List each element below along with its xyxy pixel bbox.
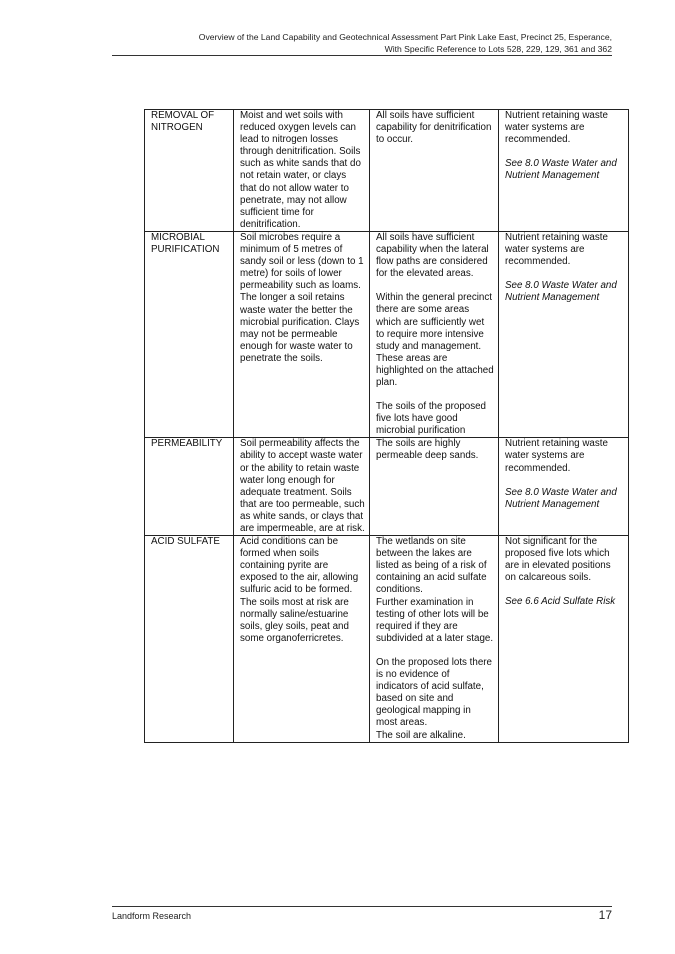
table-row-acid-sulfate: [145, 536, 629, 743]
assessment-cell: [370, 231, 499, 437]
header-rule: [112, 55, 612, 56]
factor-cell: [145, 536, 234, 743]
assessment-text: On the proposed lots there is no evidence of indicators of acid sulfate, based on site and geological mapping in most areas.: [376, 656, 493, 729]
management-text: Not significant for the proposed five lots which are in elevated positions on calcareous soils.: [505, 536, 611, 584]
assessment-cell: [370, 110, 499, 232]
assessment-text: The wetlands on site between the lakes are listed as being of a risk of containing an acid sulfate conditions.: [376, 536, 487, 596]
assessment-text: Further examination in testing of other lots will be required if they are subdivided at a later stage.: [376, 596, 494, 644]
management-cell: [499, 536, 629, 743]
assessment-cell: [370, 536, 499, 743]
management-cell: [499, 231, 629, 437]
management-cell: [499, 110, 629, 232]
assessment-text: The soils are highly permeable deep sands.: [376, 438, 479, 462]
management-cell: [499, 438, 629, 536]
running-header: [92, 32, 612, 55]
factor-label: PERMEABILITY: [151, 438, 223, 450]
header-line-1: Overview of the Land Capability and Geotechnical Assessment Part Pink Lake East, Precinct 25, Esperance,: [198, 32, 612, 42]
description-text: Moist and wet soils with reduced oxygen levels can lead to nitrogen losses through denitrification. Soils such as white sands that do not retain water, or clays that do not allow water to penetrate, may not allow sufficient time for denitrification.: [240, 110, 361, 230]
description-cell: [234, 231, 370, 437]
description-text: Acid conditions can be formed when soils containing pyrite are exposed to the air, allowing sulfuric acid to be formed. The soils most at risk are normally saline/estuarine soils, gley soils, peat and some organoferricretes.: [240, 536, 359, 644]
description-cell: [234, 438, 370, 536]
factor-label: REMOVAL OF NITROGEN: [151, 110, 215, 134]
description-cell: [234, 536, 370, 743]
description-text: Soil permeability affects the ability to accept waste water or the ability to retain waste water long enough for adequate treatment. Soils that are too permeable, such as white sands, or clays that are impermeable, are at risk.: [240, 438, 365, 534]
assessment-text: The soil are alkaline.: [376, 729, 466, 741]
factor-cell: [145, 110, 234, 232]
footer-rule: [112, 906, 612, 907]
table-row-microbial-purification: [145, 231, 629, 437]
assessment-table: [144, 109, 629, 743]
reference-text: See 8.0 Waste Water and Nutrient Management: [505, 486, 617, 510]
management-text: Nutrient retaining waste water systems are recommended.: [505, 231, 608, 268]
assessment-text: Within the general precinct there are some areas which are sufficiently wet to require more intensive study and management. These areas are highlighted on the attached plan.: [376, 292, 494, 388]
assessment-text: All soils have sufficient capability when the lateral flow paths are considered for the elevated areas.: [376, 231, 489, 280]
factor-cell: [145, 438, 234, 536]
factor-cell: [145, 231, 234, 437]
header-line-2: With Specific Reference to Lots 528, 229, 129, 361 and 362: [384, 43, 612, 54]
table-row-removal-of-nitrogen: [145, 110, 629, 232]
management-text: Nutrient retaining waste water systems are recommended.: [505, 110, 608, 146]
reference-text: See 6.6 Acid Sulfate Risk: [505, 596, 616, 608]
management-text: Nutrient retaining waste water systems are recommended.: [505, 438, 608, 474]
reference-text: See 8.0 Waste Water and Nutrient Management: [505, 158, 617, 182]
reference-text: See 8.0 Waste Water and Nutrient Management: [505, 280, 617, 304]
assessment-text: All soils have sufficient capability for denitrification to occur.: [376, 110, 492, 146]
assessment-text: The soils of the proposed five lots have good microbial purification: [376, 401, 487, 437]
footer-organisation: Landform Research: [112, 911, 192, 921]
description-text: Soil microbes require a minimum of 5 metres of sandy soil or less (down to 1 metre) for soils of lower permeability such as loams. The longer a soil retains waste water the better the microbial purification. Clays may not be permeable enough for waste water to penetrate the soils.: [240, 231, 364, 364]
description-cell: [234, 110, 370, 232]
assessment-cell: [370, 438, 499, 536]
factor-label: ACID SULFATE: [151, 536, 220, 548]
factor-label: MICROBIAL PURIFICATION: [151, 231, 220, 256]
page-number: 17: [598, 908, 612, 922]
table-row-permeability: [145, 438, 629, 536]
